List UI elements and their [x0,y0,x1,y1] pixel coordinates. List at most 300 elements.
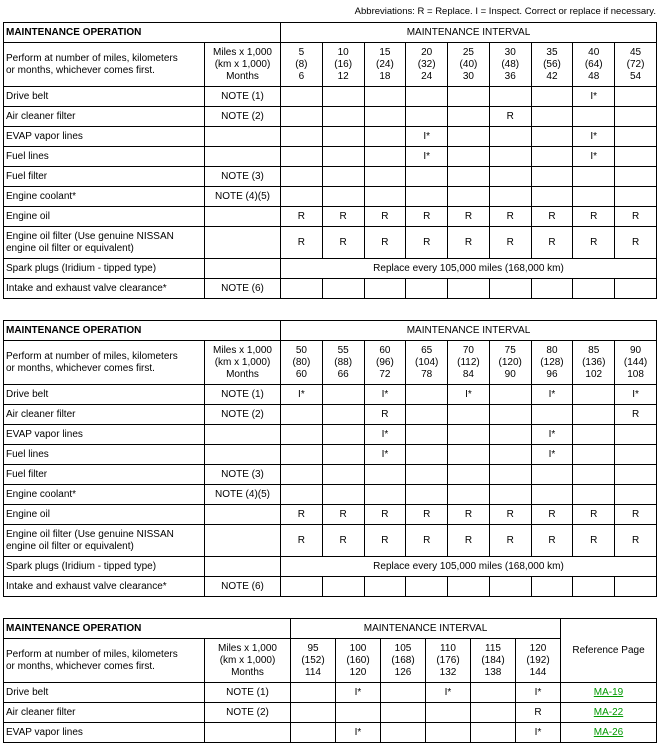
interval-km: (16) [334,58,353,70]
table-row [4,87,657,107]
interval-cell: R [448,525,490,557]
interval-months: 78 [421,368,433,380]
unit-text: Miles x 1,000 [218,642,277,654]
interval-cell: R [281,525,323,557]
interval-miles: 50 [295,344,307,356]
note-cell: NOTE (4)(5) [205,485,281,505]
operation-name [4,147,205,167]
interval-cell [281,405,323,425]
interval-miles: 105 [394,642,412,654]
operation-text: Engine coolant* [6,190,77,202]
interval-cell: R [489,505,531,525]
interval-miles: 70 [462,344,474,356]
interval-miles: 90 [630,344,642,356]
interval-cell [448,445,490,465]
note-cell [205,227,281,259]
interval-cell [471,723,516,743]
interval-months: 120 [349,666,367,678]
interval-months: 90 [504,368,516,380]
interval-cell: R [531,505,573,525]
interval-cell [489,87,531,107]
interval-km: (24) [376,58,394,70]
interval-cell [448,577,490,597]
interval-cell [531,279,573,299]
operation-text: Fuel lines [6,150,49,162]
interval-column [336,639,381,683]
interval-cell [448,127,490,147]
operation-text: engine oil filter or equivalent) [6,540,134,552]
interval-column [489,43,531,87]
table-row [4,557,657,577]
perform-text: Perform at number of miles, kilometers [6,648,178,660]
interval-cell [573,485,615,505]
interval-cell [573,279,615,299]
table-row [4,385,657,405]
interval-cell [489,425,531,445]
interval-cell [573,405,615,425]
operation-text: Intake and exhaust valve clearance* [6,282,167,294]
unit-text: (km x 1,000) [214,356,271,368]
interval-miles: 5 [298,46,305,58]
operation-text: engine oil filter or equivalent) [6,242,134,254]
interval-cell [615,577,657,597]
interval-cell: I* [531,385,573,405]
interval-cell [489,187,531,207]
note-cell [205,127,281,147]
interval-months: 18 [379,70,391,82]
interval-row [4,639,657,683]
interval-cell [281,167,323,187]
operation-name [4,525,205,557]
unit-text: (km x 1,000) [214,58,271,70]
interval-cell: I* [406,127,448,147]
unit-label [205,341,281,385]
interval-cell [489,485,531,505]
reference-link[interactable]: MA-22 [561,703,657,723]
interval-km: (176) [436,654,460,666]
interval-cell [489,385,531,405]
interval-km: (160) [346,654,370,666]
operation-name [4,207,205,227]
operation-text: Spark plugs (Iridium - tipped type) [6,560,157,572]
operation-text: Engine oil filter (Use genuine NISSAN [6,528,174,540]
interval-cell [406,187,448,207]
operation-name [4,723,205,743]
interval-cell: I* [516,683,561,703]
reference-link[interactable]: MA-19 [561,683,657,703]
note-cell [205,259,281,279]
interval-cell [406,107,448,127]
interval-cell [573,167,615,187]
interval-months: 48 [588,70,600,82]
table-row [4,227,657,259]
operation-name [4,405,205,425]
interval-cell: I* [516,723,561,743]
interval-months: 114 [305,666,321,678]
interval-cell [364,279,406,299]
interval-cell: R [531,207,573,227]
interval-km: (152) [301,654,325,666]
unit-text: Months [226,70,259,82]
interval-months: 126 [394,666,412,678]
operation-header: MAINTENANCE OPERATION [4,619,291,639]
interval-miles: 35 [546,46,558,58]
interval-cell [531,147,573,167]
interval-cell [531,485,573,505]
interval-cell [573,465,615,485]
interval-column [531,341,573,385]
interval-cell [364,577,406,597]
interval-cell [291,683,336,703]
interval-cell [448,485,490,505]
operation-text: Fuel filter [6,468,48,480]
interval-cell [406,167,448,187]
interval-km: (72) [626,58,645,70]
interval-cell [322,405,364,425]
interval-km: (184) [481,654,505,666]
interval-cell [406,279,448,299]
interval-cell [471,703,516,723]
interval-cell [471,683,516,703]
interval-months: 54 [630,70,642,82]
operation-text: Fuel lines [6,448,49,460]
interval-km: (32) [417,58,436,70]
interval-cell [322,279,364,299]
operation-name [4,167,205,187]
interval-cell [381,683,426,703]
interval-cell: R [322,207,364,227]
interval-column [615,341,657,385]
interval-miles: 95 [307,642,319,654]
interval-cell: R [516,703,561,723]
interval-column [516,639,561,683]
interval-cell: R [281,505,323,525]
header-row [4,619,657,639]
interval-cell [406,87,448,107]
interval-miles: 30 [504,46,516,58]
interval-cell: R [489,525,531,557]
interval-cell: R [364,207,406,227]
table-row [4,577,657,597]
perform-label [4,43,205,87]
interval-cell [615,465,657,485]
interval-km: (40) [459,58,478,70]
perform-text: Perform at number of miles, kilometers [6,52,178,64]
interval-cell [336,703,381,723]
note-cell: NOTE (6) [205,577,281,597]
table-row [4,187,657,207]
interval-miles: 15 [379,46,391,58]
operation-text: EVAP vapor lines [6,428,83,440]
operation-text: Spark plugs (Iridium - tipped type) [6,262,157,274]
note-cell [205,147,281,167]
interval-miles: 65 [421,344,433,356]
operation-name [4,557,205,577]
interval-cell [281,147,323,167]
note-cell: NOTE (2) [205,405,281,425]
interval-cell [364,187,406,207]
table-row [4,485,657,505]
interval-km: (64) [584,58,603,70]
interval-cell [364,465,406,485]
operation-text: Drive belt [6,90,49,102]
interval-cell: R [489,227,531,259]
interval-km: (120) [498,356,522,368]
interval-column [489,341,531,385]
table-row [4,279,657,299]
interval-cell [406,577,448,597]
perform-text: or months, whichever comes first. [6,660,155,672]
interval-cell [573,107,615,127]
interval-miles: 40 [588,46,600,58]
replace-span-cell: Replace every 105,000 miles (168,000 km) [281,259,657,279]
unit-label [205,43,281,87]
interval-cell [364,167,406,187]
note-cell [205,525,281,557]
interval-cell [448,87,490,107]
interval-miles: 45 [630,46,642,58]
interval-column [281,43,323,87]
interval-column [615,43,657,87]
interval-miles: 25 [462,46,474,58]
interval-column [406,43,448,87]
operation-text: Air cleaner filter [6,408,76,420]
interval-cell: R [489,207,531,227]
table-row [4,207,657,227]
interval-cell [281,187,323,207]
interval-cell: R [615,207,657,227]
interval-cell [322,107,364,127]
interval-cell: R [573,227,615,259]
interval-months: 42 [546,70,558,82]
operation-name [4,259,205,279]
interval-cell [364,485,406,505]
interval-km: (48) [501,58,520,70]
unit-text: Miles x 1,000 [213,344,272,356]
interval-cell: R [448,227,490,259]
operation-name [4,577,205,597]
interval-cell [322,127,364,147]
operation-name [4,703,205,723]
table-row [4,167,657,187]
interval-cell: I* [364,425,406,445]
interval-months: 6 [298,70,305,82]
interval-km: (112) [457,356,480,368]
interval-column [426,639,471,683]
interval-cell [531,465,573,485]
interval-column [322,43,364,87]
interval-cell [448,279,490,299]
interval-cell [448,187,490,207]
operation-text: Air cleaner filter [6,110,76,122]
note-cell: NOTE (1) [205,385,281,405]
operation-name [4,227,205,259]
interval-column [448,341,490,385]
interval-cell [573,577,615,597]
interval-cell [573,187,615,207]
interval-months: 84 [462,368,474,380]
note-cell: NOTE (6) [205,279,281,299]
reference-link[interactable]: MA-26 [561,723,657,743]
operation-header: MAINTENANCE OPERATION [4,23,281,43]
interval-cell: I* [364,445,406,465]
interval-header: MAINTENANCE INTERVAL [291,619,561,639]
interval-months: 24 [421,70,433,82]
operation-text: Drive belt [6,388,49,400]
interval-miles: 75 [504,344,516,356]
interval-miles: 10 [337,46,349,58]
interval-cell: R [322,227,364,259]
interval-miles: 80 [546,344,558,356]
interval-months: 96 [546,368,558,380]
interval-cell [448,465,490,485]
operation-text: Intake and exhaust valve clearance* [6,580,167,592]
operation-text: Air cleaner filter [6,706,76,718]
interval-cell [406,465,448,485]
interval-column [322,341,364,385]
interval-cell [531,167,573,187]
operation-name [4,87,205,107]
interval-cell: R [615,405,657,425]
table-row [4,723,657,743]
table-row [4,107,657,127]
interval-column [364,43,406,87]
interval-header: MAINTENANCE INTERVAL [281,23,657,43]
note-cell: NOTE (4)(5) [205,187,281,207]
interval-column [381,639,426,683]
interval-cell: R [615,505,657,525]
interval-row [4,341,657,385]
interval-column [573,341,615,385]
interval-cell: R [364,525,406,557]
interval-cell: R [364,405,406,425]
operation-name [4,465,205,485]
interval-cell [489,147,531,167]
interval-column [281,341,323,385]
maintenance-table-2 [3,320,657,597]
interval-miles: 110 [440,642,456,654]
interval-km: (80) [292,356,311,368]
interval-months: 36 [504,70,516,82]
interval-cell: I* [364,385,406,405]
operation-name [4,279,205,299]
note-cell [205,505,281,525]
interval-cell [281,127,323,147]
interval-miles: 115 [485,642,501,654]
note-cell: NOTE (1) [205,683,291,703]
interval-miles: 120 [529,642,547,654]
interval-months: 138 [484,666,502,678]
interval-cell [426,703,471,723]
interval-cell [615,127,657,147]
interval-cell: R [281,227,323,259]
table-row [4,405,657,425]
replace-span-cell: Replace every 105,000 miles (168,000 km) [281,557,657,577]
interval-cell: R [322,525,364,557]
operation-text: Engine oil filter (Use genuine NISSAN [6,230,174,242]
interval-cell [448,405,490,425]
note-cell: NOTE (3) [205,167,281,187]
interval-miles: 60 [379,344,391,356]
interval-months: 72 [379,368,391,380]
interval-cell: I* [406,147,448,167]
interval-header: MAINTENANCE INTERVAL [281,321,657,341]
interval-cell: I* [531,445,573,465]
note-cell [205,207,281,227]
interval-cell: I* [573,87,615,107]
interval-cell [281,577,323,597]
perform-label [4,341,205,385]
operation-name [4,187,205,207]
note-cell [205,445,281,465]
interval-miles: 20 [421,46,433,58]
interval-km: (168) [391,654,415,666]
reference-header: Reference Page [561,619,657,683]
interval-km: (88) [334,356,353,368]
operation-text: Fuel filter [6,170,48,182]
interval-cell [448,167,490,187]
interval-months: 108 [627,368,644,380]
interval-cell: I* [573,127,615,147]
operation-name [4,683,205,703]
interval-km: (8) [295,58,308,70]
interval-cell: I* [448,385,490,405]
interval-cell [322,577,364,597]
interval-cell: R [531,525,573,557]
interval-miles: 85 [588,344,600,356]
interval-cell [489,577,531,597]
interval-cell [281,445,323,465]
interval-cell [322,385,364,405]
interval-cell: R [406,227,448,259]
interval-cell [322,87,364,107]
interval-cell [531,87,573,107]
interval-cell [322,147,364,167]
interval-column [406,341,448,385]
interval-cell [406,405,448,425]
interval-column [471,639,516,683]
interval-cell [426,723,471,743]
operation-text: Engine oil [6,210,50,222]
interval-cell [322,187,364,207]
interval-cell: I* [426,683,471,703]
interval-months: 30 [462,70,474,82]
interval-cell [406,445,448,465]
interval-cell [364,127,406,147]
interval-cell [406,385,448,405]
interval-cell: R [406,207,448,227]
interval-cell [322,167,364,187]
interval-column [531,43,573,87]
operation-header: MAINTENANCE OPERATION [4,321,281,341]
table-row [4,505,657,525]
interval-cell [573,385,615,405]
interval-cell [281,485,323,505]
interval-row [4,43,657,87]
operation-name [4,445,205,465]
operation-text: Drive belt [6,686,49,698]
interval-cell [489,127,531,147]
interval-cell: R [573,505,615,525]
note-cell [205,723,291,743]
interval-cell [615,167,657,187]
interval-months: 102 [585,368,603,380]
interval-cell [322,465,364,485]
operation-text: Engine coolant* [6,488,77,500]
perform-text: or months, whichever comes first. [6,64,155,76]
interval-cell [364,107,406,127]
note-cell [205,425,281,445]
